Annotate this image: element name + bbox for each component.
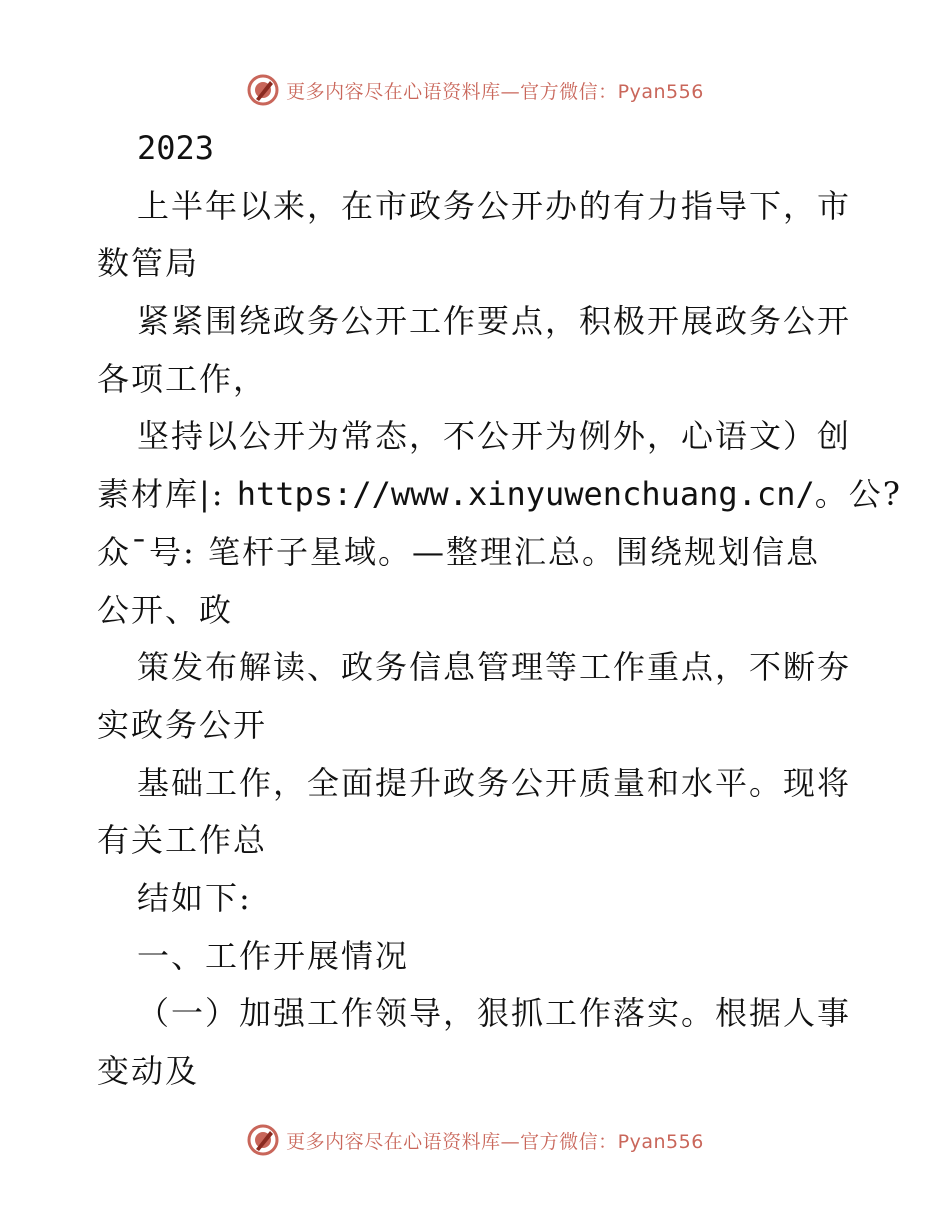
- body-line-5: 各项工作，: [97, 359, 268, 398]
- body-line-1: 2023: [137, 129, 215, 167]
- footer-banner: [0, 1118, 950, 1162]
- body-line-6: 坚持以公开为常态，不公开为例外，心语文）创: [137, 417, 852, 456]
- body-line-17: 变动及: [97, 1052, 200, 1090]
- body-line-3: 数管局: [97, 244, 200, 283]
- footer-banner-text: 更多内容尽在心语资料库—官方微信：Pyan556: [286, 1130, 704, 1153]
- body-line-14: 结如下:: [137, 878, 252, 917]
- footer-wechat-id: Pyan556: [617, 1130, 704, 1153]
- body-line-10: 策发布解读、政务信息管理等工作重点，不断夯: [137, 648, 852, 687]
- body-line-7-text: 素材库|:: [97, 475, 237, 514]
- body-line-2: 上半年以来，在市政务公开办的有力指导下，市: [137, 186, 852, 225]
- source-url-link[interactable]: https://www.xinyuwenchuang.cn/: [236, 475, 815, 514]
- body-line-16: （一）加强工作领导，狠抓工作落实。根据人事: [137, 994, 852, 1033]
- quill-pen-logo-icon: [246, 73, 280, 107]
- header-wechat-id: Pyan556: [617, 80, 704, 103]
- document-body: [97, 120, 902, 1101]
- body-line-12: 基础工作，全面提升政务公开质量和水平。现将: [137, 763, 852, 802]
- header-banner-text: 更多内容尽在心语资料库—官方微信：Pyan556: [286, 80, 704, 103]
- body-line-7: [97, 466, 902, 524]
- body-line-13: 有关工作总: [97, 821, 268, 860]
- section-heading: 一、工作开展情况: [137, 936, 410, 975]
- body-line-11: 实政务公开: [97, 705, 268, 744]
- quill-pen-logo-icon: [246, 1123, 280, 1157]
- body-line-9: 公开、政: [97, 590, 234, 629]
- header-banner: [0, 68, 950, 112]
- body-line-8: 众¯号: 笔杆子星域。—整理汇总。围绕规划信息: [97, 532, 820, 571]
- body-line-7-tail: 。公?: [814, 475, 902, 514]
- body-line-4: 紧紧围绕政务公开工作要点，积极开展政务公开: [137, 302, 852, 341]
